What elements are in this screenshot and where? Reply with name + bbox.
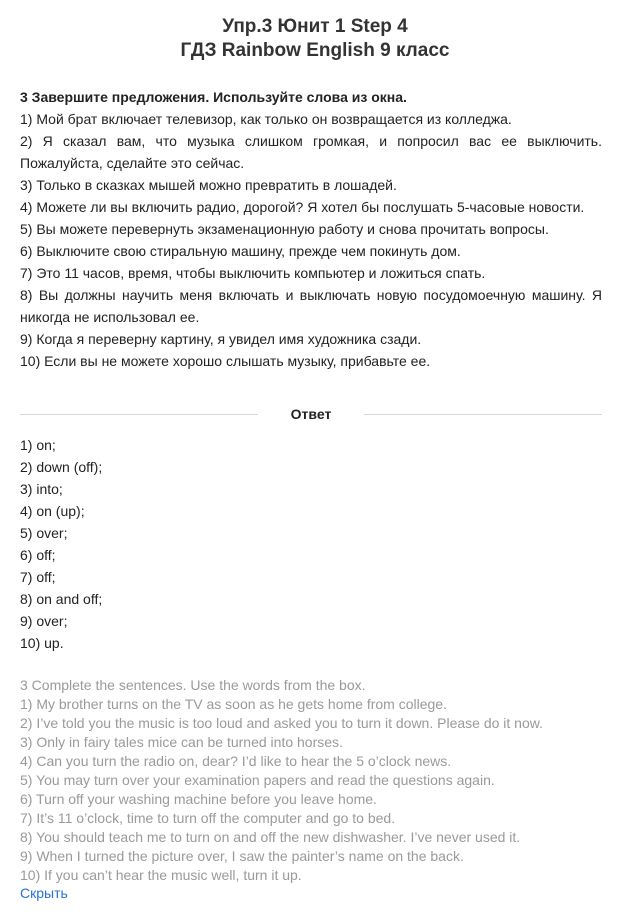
answer-item-3: 3) into; <box>20 481 63 497</box>
answer-item-10: 10) up. <box>20 635 64 651</box>
english-item-4: 4) Can you turn the radio on, dear? I’d like to hear the 5 o’clock news. <box>20 753 452 769</box>
answer-item-7: 7) off; <box>20 569 56 585</box>
answer-item-5: 5) over; <box>20 525 68 541</box>
task-item-2: 2) Я сказал вам, что музыка слишком громкая, и попросил вас ее выключить. Пожалуйста, сделайте это сейчас. <box>20 133 602 171</box>
english-heading: 3 Complete the sentences. Use the words from the box. <box>20 677 366 693</box>
english-item-3: 3) Only in fairy tales mice can be turned into horses. <box>20 734 343 750</box>
english-item-10: 10) If you can’t hear the music well, turn it up. <box>20 867 302 883</box>
task-item-5: 5) Вы можете перевернуть экзаменационную работу и снова прочитать вопросы. <box>20 221 549 237</box>
english-item-6: 6) Turn off your washing machine before you leave home. <box>20 791 377 807</box>
task-item-6: 6) Выключите свою стиральную машину, прежде чем покинуть дом. <box>20 243 461 259</box>
task-item-3: 3) Только в сказках мышей можно превратить в лошадей. <box>20 177 397 193</box>
answer-item-2: 2) down (off); <box>20 459 103 475</box>
english-item-2: 2) I’ve told you the music is too loud and asked you to turn it down. Please do it now. <box>20 715 543 731</box>
task-item-10: 10) Если вы не можете хорошо слышать музыку, прибавьте ее. <box>20 353 431 369</box>
task-item-8: 8) Вы должны научить меня включать и выключать новую посудомоечную машину. Я никогда не использовал ее. <box>20 287 602 325</box>
task-item-9: 9) Когда я переверну картину, я увидел имя художника сзади. <box>20 331 422 347</box>
answer-item-9: 9) over; <box>20 613 68 629</box>
title-line-2: ГДЗ Rainbow English 9 класс <box>180 40 450 61</box>
hide-link[interactable]: Скрыть <box>20 885 68 901</box>
divider-line-right <box>364 414 602 415</box>
task-item-7: 7) Это 11 часов, время, чтобы выключить компьютер и ложиться спать. <box>20 265 486 281</box>
task-heading: 3 Завершите предложения. Используйте слова из окна. <box>20 89 407 105</box>
task-block <box>20 86 602 372</box>
answer-item-1: 1) on; <box>20 437 56 453</box>
title-line-1: Упр.3 Юнит 1 Step 4 <box>222 16 408 37</box>
english-item-9: 9) When I turned the picture over, I saw the painter’s name on the back. <box>20 848 464 864</box>
answer-item-8: 8) on and off; <box>20 591 103 607</box>
task-item-4: 4) Можете ли вы включить радио, дорогой? Я хотел бы послушать 5-часовые новости. <box>20 199 585 215</box>
english-item-1: 1) My brother turns on the TV as soon as he gets home from college. <box>20 696 447 712</box>
answer-item-6: 6) off; <box>20 547 56 563</box>
answer-item-4: 4) on (up); <box>20 503 85 519</box>
answer-label: Ответ <box>290 406 332 422</box>
task-item-1: 1) Мой брат включает телевизор, как только он возвращается из колледжа. <box>20 111 512 127</box>
english-item-7: 7) It’s 11 o’clock, time to turn off the computer and go to bed. <box>20 810 396 826</box>
english-original-block <box>20 676 620 885</box>
english-item-8: 8) You should teach me to turn on and off the new dishwasher. I’ve never used it. <box>20 829 521 845</box>
answer-list <box>20 434 320 654</box>
answer-divider <box>20 404 602 426</box>
english-item-5: 5) You may turn over your examination papers and read the questions again. <box>20 772 495 788</box>
